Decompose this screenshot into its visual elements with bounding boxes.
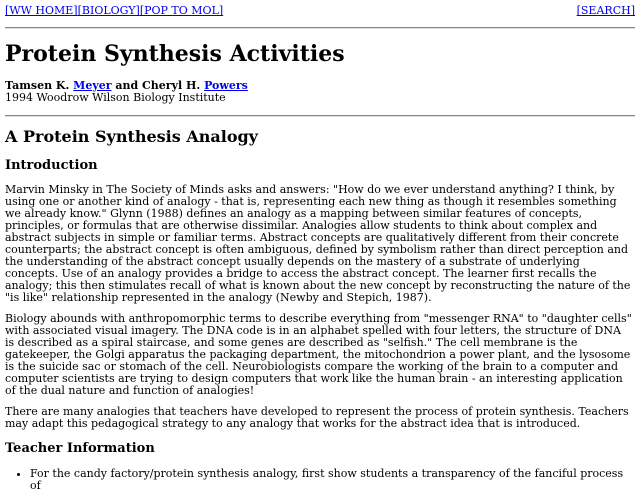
nav-link-search[interactable]: [SEARCH]: [576, 4, 635, 17]
author1-first-name: Tamsen K.: [5, 79, 70, 92]
affiliation: 1994 Woodrow Wilson Biology Institute: [5, 91, 226, 104]
intro-paragraph-1: Marvin Minsky in The Society of Minds asks and answers: "How do we ever understand anything? I think, by using one or another kind of analogy - that is, representing each new thing as though it resembles something we already know." Glynn (1988) defines an analogy as a mapping between similar features of concepts, principles, or formulas that are otherwise dissimilar. Analogies allow students to think about complex and abstract subjects in simple or familiar terms. Abstract concepts are qualitatively different from their concrete counterparts; the abstract concept is often ambiguous, defined by symbolism rather than direct perception and the understanding of the abstract concept usually depends on the mastery of a substrate of underlying concepts. Use of an analogy provides a bridge to access the abstract concept. The learner first recalls the analogy; this then stimulates recall of what is known about the new concept by reconstructing the nature of the "is like" relationship represented in the analogy (Newby and Stepich, 1987).: [5, 183, 631, 304]
list-item: • For the candy factory/protein synthesis analogy, first show students a transparency of the fanciful process of: [30, 468, 633, 492]
nav-link-pop-to-mol[interactable]: [POP TO MOL]: [139, 4, 224, 17]
nav-links: [5, 5, 223, 17]
author2-link[interactable]: Powers: [204, 79, 248, 92]
teacher-information-heading: Teacher Information: [5, 441, 155, 456]
authors-and: and: [115, 79, 139, 92]
page-title: Protein Synthesis Activities: [5, 41, 345, 67]
top-navigation: [5, 5, 635, 18]
author1-link[interactable]: Meyer: [73, 79, 112, 92]
section-title: A Protein Synthesis Analogy: [5, 127, 258, 146]
divider-top: [5, 27, 635, 29]
nav-link-biology[interactable]: [BIOLOGY]: [77, 4, 140, 17]
intro-paragraph-3: There are many analogies that teachers have developed to represent the process of protein synthesis. Teachers may adapt this pedagogical strategy to any analogy that works for the abstract idea that is introduced.: [5, 405, 629, 430]
author2-first-name: Cheryl H.: [142, 79, 201, 92]
nav-link-ww-home[interactable]: [WW HOME]: [5, 4, 78, 17]
introduction-heading: Introduction: [5, 158, 98, 173]
teacher-info-list: [5, 468, 633, 492]
divider-middle: [5, 115, 635, 117]
intro-paragraph-2: Biology abounds with anthropomorphic terms to describe everything from "messenger RNA" to "daughter cells" with associated visual imagery. The DNA code is in an alphabet spelled with four letters, the structure of DNA is described as a spiral staircase, and some genes are described as "selfish." The cell membrane is the gatekeeper, the Golgi apparatus the packaging department, the mitochondrion a power plant, and the lysosome is the suicide sac or stomach of the cell. Neurobiologists compare the working of the brain to a computer and computer scientists are trying to design computers that work like the human brain - an interesting application of the dual nature and function of analogies!: [5, 312, 632, 397]
